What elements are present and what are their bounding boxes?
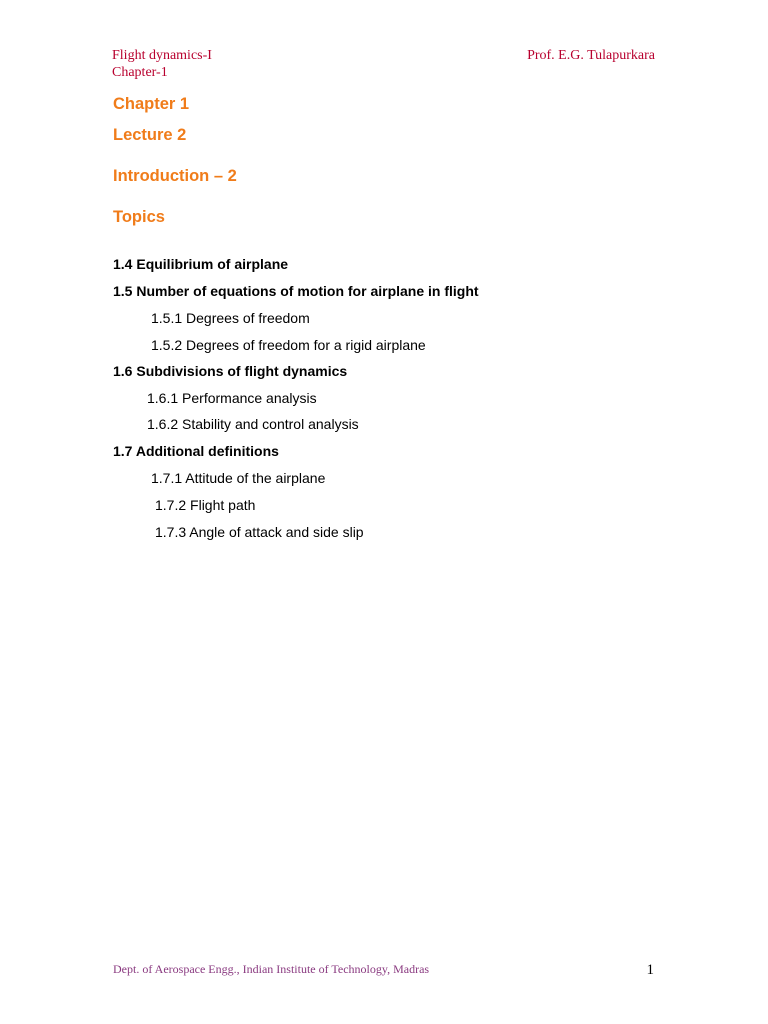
toc-item-1-7-1: 1.7.1 Attitude of the airplane [151,470,326,486]
running-header-left [112,47,212,81]
footer-institution: Dept. of Aerospace Engg., Indian Institute of Technology, Madras [113,962,430,976]
toc-item-1-7: 1.7 Additional definitions [113,443,279,459]
toc-item-1-5-1: 1.5.1 Degrees of freedom [151,310,310,326]
author-name: Prof. E.G. Tulapurkara [527,48,655,63]
toc-item-1-5: 1.5 Number of equations of motion for airplane in flight [113,283,479,299]
toc-item-1-7-2: 1.7.2 Flight path [155,497,256,513]
toc-item-1-4: 1.4 Equilibrium of airplane [113,256,289,272]
toc-item-1-7-3: 1.7.3 Angle of attack and side slip [155,524,364,540]
page-number: 1 [646,962,654,978]
toc-item-1-6-1: 1.6.1 Performance analysis [147,390,317,406]
introduction-heading: Introduction – 2 [113,167,237,185]
chapter-heading: Chapter 1 [113,95,190,113]
topics-heading: Topics [113,208,165,226]
chapter-label: Chapter-1 [112,65,168,80]
toc-item-1-5-2: 1.5.2 Degrees of freedom for a rigid airplane [151,337,426,353]
course-title: Flight dynamics-I [112,48,212,63]
toc-item-1-6: 1.6 Subdivisions of flight dynamics [113,363,348,379]
lecture-heading: Lecture 2 [113,126,187,144]
toc-item-1-6-2: 1.6.2 Stability and control analysis [147,416,359,432]
